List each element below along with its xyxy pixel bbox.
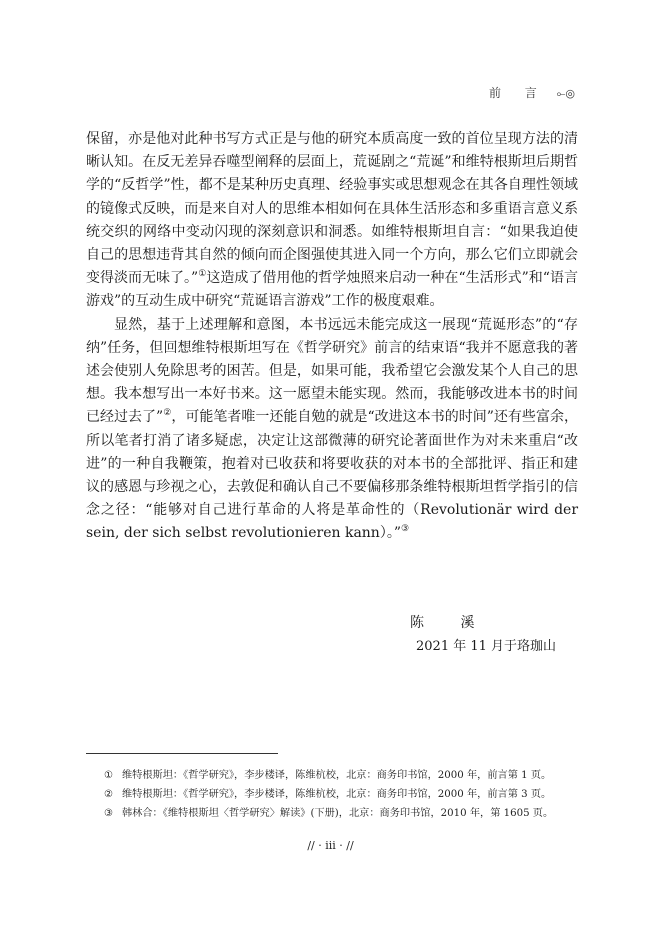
footnote-1 <box>104 767 584 786</box>
body-text <box>86 128 578 546</box>
paragraph-1 <box>86 128 578 314</box>
running-head-title: 前 言 <box>488 86 547 100</box>
footnote-mark: ③ <box>104 807 114 819</box>
page-number: // · iii · // <box>307 839 354 852</box>
footnote-text: 维特根斯坦：《哲学研究》，李步楼译，陈维杭校，北京：商务印书馆，2000 年，前言第 1 页。 <box>122 770 552 781</box>
paragraph-2-text-a: 显然，基于上述理解和意图，本书远远未能完成这一展现“荒诞形态”的“存纳”任务，但回想维特根斯坦写在《哲学研究》前言的结束语“我并不愿意我的著述会使别人免除思考的困苦。但是，如果可能，我希望它会激发某个人自己的思想。我本想写出一本好书来。这一愿望未能实现。然而，我能够改进本书的时间已经过去了” <box>86 316 578 426</box>
paragraph-2-text-b: ，可能笔者唯一还能自勉的就是“改进这本书的时间”还有些富余，所以笔者打消了诸多疑虑，决定让这部微薄的研究论著面世作为对未来重启“改进”的一种自我鞭策，抱着对已收获和将要收获的对本书的全部批评、指正和建议的感恩与珍视之心，去敦促和确认自己不要偏移那条维特根斯坦哲学指引的信念之径：“能够对自己进行革命的人将是革命性的（ <box>86 409 578 519</box>
footnote-ref-2: ② <box>163 408 172 419</box>
footnotes <box>104 767 584 823</box>
footnote-3 <box>104 805 584 824</box>
footnote-mark: ② <box>104 788 114 800</box>
paragraph-1-text-b: 这造成了借用他的哲学烛照来启动一种在“生活形式”和“语言游戏”的互动生成中研究“荒诞语言游戏”工作的极度艰难。 <box>86 270 578 310</box>
paragraph-2 <box>86 314 578 546</box>
footnote-text: 维特根斯坦：《哲学研究》，李步楼译，陈维杭校，北京：商务印书馆，2000 年，前言第 3 页。 <box>122 788 552 800</box>
footnote-ref-3: ③ <box>401 524 410 535</box>
footnote-divider <box>86 753 278 754</box>
footnote-text: 韩林合：《维特根斯坦〈哲学研究〉解读》(下册)，北京：商务印书馆，2010 年，第 1605 页。 <box>122 807 554 819</box>
paragraph-2-text-c: ）。” <box>379 525 401 542</box>
footnote-mark: ① <box>104 770 114 781</box>
footnote-ref-1: ① <box>198 269 207 280</box>
paragraph-1-text-a: 保留，亦是他对此种书写方式正是与他的研究本质高度一致的首位呈现方法的清晰认知。在反无差异吞噬型阐释的层面上，荒诞剧之“荒诞”和维特根斯坦后期哲学的“反哲学”性，都不是某种历史真理、经验事实或思想观念在其各自理性领域的镜像式反映，而是来自对人的思维本相如何在具体生活形态和多重语言意义系统交织的网络中变动闪现的深刻意识和洞悉。如维特根斯坦自言：“如果我迫使自己的思想违背其自然的倾向而企图强使其进入同一个方向，那么它们立即就会变得淡而无味了。” <box>86 131 578 287</box>
german-quote: Revolutionär wird der sein, der sich selbst revolutionieren kann <box>86 502 579 542</box>
dateline: 2021 年 11 月于珞珈山 <box>416 639 557 654</box>
author-signature: 陈 溪 <box>410 615 491 631</box>
footnote-2 <box>104 786 584 805</box>
running-head <box>489 84 575 101</box>
ornament-icon: ⟜◎ <box>556 87 575 100</box>
